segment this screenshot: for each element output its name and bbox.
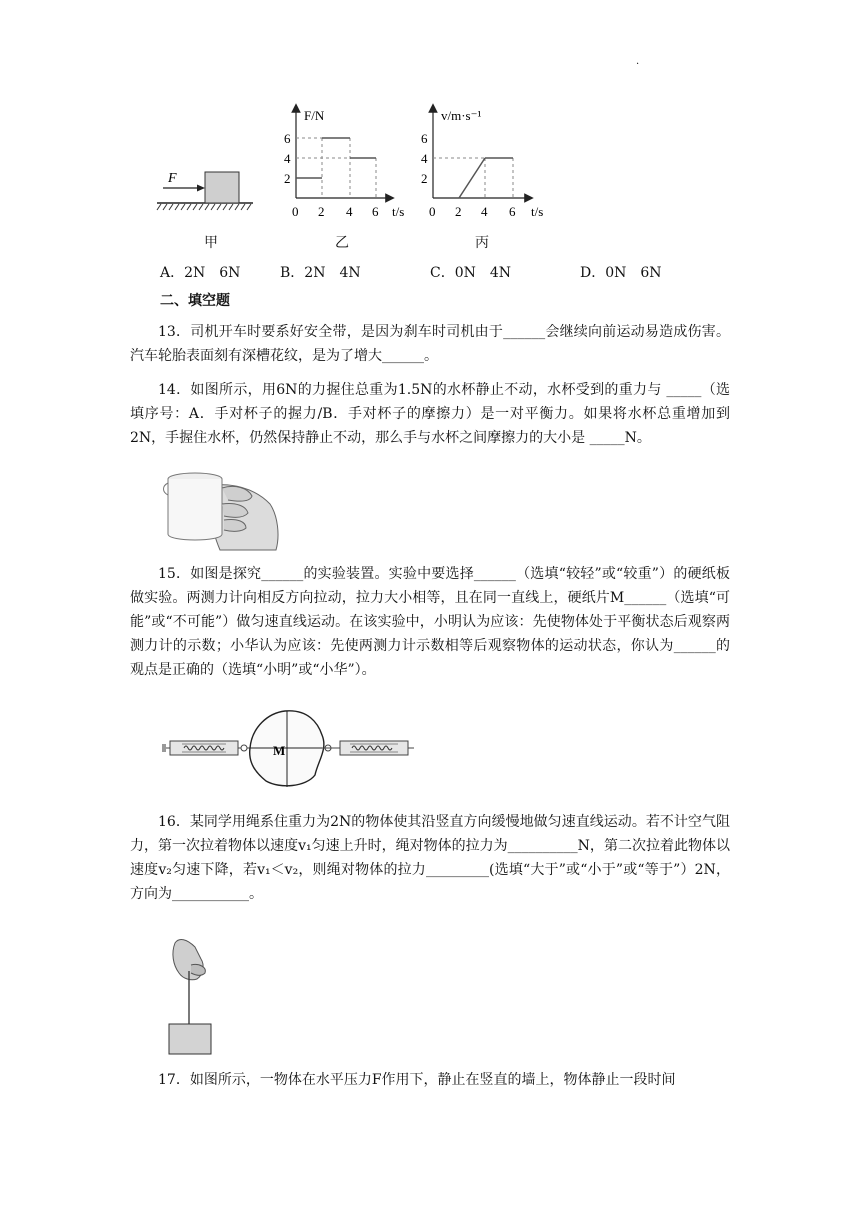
- y-tick: 4: [284, 151, 291, 166]
- question-14: 14．如图所示，用6N的力握住总重为1.5N的水杯静止不动，水杯受到的重力与 _____（选填序号：A．手对杯子的握力/B．手对杯子的摩擦力）是一对平衡力。如果将水杯总重增加到2N，手握住水杯，仍然保持静止不动，那么手与水杯之间摩擦力的大小是 _____N。: [130, 382, 730, 446]
- caption-yi: 乙: [335, 235, 349, 251]
- question-16: 16．某同学用绳系住重力为2N的物体使其沿竖直方向缓慢地做匀速直线运动。若不计空气阻力，第一次拉着物体以速度v₁匀速上升时，绳对物体的拉力为__________N，第二次拉着此物体以速度v₂匀速下降，若v₁＜v₂，则绳对物体的拉力_________(选填“大于”或“小于”或“等于”）2N，方向为___________。: [130, 814, 730, 902]
- x-tick: 0: [292, 204, 299, 219]
- card-label: M: [273, 743, 286, 758]
- option-b: B．2N 4N: [280, 265, 361, 281]
- rope-block-figure: [165, 935, 225, 1057]
- x-tick: 2: [318, 204, 325, 219]
- question-15: 15．如图是探究______的实验装置。实验中要选择______（选填“较轻”或“较重”）的硬纸板做实验。两测力计向相反方向拉动，拉力大小相等，且在同一直线上，硬纸片M______（选填“可能”或“不可能”）做匀速直线运动。在该实验中，小明认为应该：先使物体处于平衡状态后观察两测力计的示数；小华认为应该：先使两测力计示数相等后观察物体的运动状态，你认为______的观点是正确的（选填“小明”或“小华”）。: [130, 566, 730, 678]
- caption-jia: 甲: [204, 235, 218, 251]
- option-d: D．0N 6N: [580, 265, 662, 281]
- y-tick: 2: [421, 171, 428, 186]
- force-label: F: [168, 171, 177, 186]
- figure-yi-chart: [278, 102, 413, 222]
- y-tick: 2: [284, 171, 291, 186]
- block: [205, 172, 239, 203]
- balance-apparatus-figure: [160, 705, 415, 795]
- figure-bing-chart: [415, 102, 555, 222]
- x-tick: 6: [509, 204, 516, 219]
- y-axis-label: F/N: [304, 108, 325, 123]
- question-13: 13．司机开车时要系好安全带，是因为刹车时司机由于______会继续向前运动易造成伤害。汽车轮胎表面刻有深槽花纹，是为了增大______。: [130, 324, 730, 364]
- segment-rise: [459, 158, 485, 198]
- x-tick: 4: [346, 204, 353, 219]
- x-tick: 2: [455, 204, 462, 219]
- question-17: 17．如图所示，一物体在水平压力F作用下，静止在竖直的墙上，物体静止一段时间: [158, 1072, 676, 1088]
- figure-jia: [155, 160, 255, 215]
- option-c: C．0N 4N: [430, 265, 512, 281]
- x-axis-label: t/s: [392, 204, 405, 219]
- x-tick: 4: [481, 204, 488, 219]
- cup-hand-figure: [160, 468, 285, 553]
- y-tick: 4: [421, 151, 428, 166]
- x-tick: 6: [372, 204, 379, 219]
- hanging-block: [169, 1024, 211, 1054]
- x-axis-label: t/s: [531, 204, 544, 219]
- top-dot: .: [636, 56, 640, 67]
- option-a: A．2N 6N: [160, 265, 241, 281]
- caption-bing: 丙: [475, 235, 489, 251]
- y-tick: 6: [284, 131, 291, 146]
- y-tick: 6: [421, 131, 428, 146]
- section-title: 二、填空题: [160, 293, 230, 309]
- y-axis-label: v/m·s⁻¹: [441, 108, 482, 123]
- x-tick: 0: [429, 204, 436, 219]
